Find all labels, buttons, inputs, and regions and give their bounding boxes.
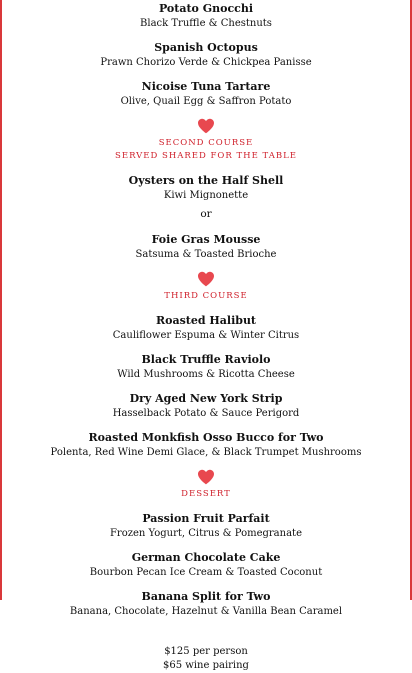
menu-item-name: Roasted Halibut: [155, 314, 257, 327]
or-separator: or: [200, 208, 212, 220]
menu-item-name: Foie Gras Mousse: [151, 233, 261, 246]
menu-item-description: Polenta, Red Wine Demi Glace, & Black Trumpet Mushrooms: [50, 447, 362, 458]
menu-item: [2, 391, 410, 421]
menu-item-description: Bourbon Pecan Ice Cream & Toasted Coconut: [89, 567, 323, 578]
menu-item-description: Kiwi Mignonette: [163, 190, 249, 201]
menu-item-description: Olive, Quail Egg & Saffron Potato: [120, 96, 292, 107]
menu-item-name: Potato Gnocchi: [158, 2, 254, 15]
heart-icon: [2, 118, 410, 134]
menu-item-name: Spanish Octopus: [154, 41, 258, 54]
section-header-second-course: [2, 137, 410, 163]
menu-item-name: Oysters on the Half Shell: [128, 174, 284, 187]
menu-item-name: Black Truffle Raviolo: [141, 353, 271, 366]
menu-item: [2, 352, 410, 382]
menu-item: [2, 589, 410, 619]
menu-item: [2, 40, 410, 70]
menu-item: [2, 232, 410, 262]
menu-item-description: Banana, Chocolate, Hazelnut & Vanilla Bean Caramel: [69, 606, 343, 617]
menu-item: [2, 550, 410, 580]
menu-item: [2, 430, 410, 460]
menu-item-description: Wild Mushrooms & Ricotta Cheese: [117, 369, 295, 380]
menu-item: [2, 173, 410, 203]
section-header-third-course: [2, 290, 410, 303]
section-title: THIRD COURSE: [164, 291, 248, 301]
heart-icon: [2, 271, 410, 287]
menu-item-name: Passion Fruit Parfait: [142, 512, 270, 525]
heart-icon: [2, 469, 410, 485]
price-text: $125 per person: [164, 646, 248, 657]
menu-item-description: Frozen Yogurt, Citrus & Pomegranate: [109, 528, 302, 539]
menu-item: [2, 511, 410, 541]
menu-item-description: Cauliflower Espuma & Winter Citrus: [112, 330, 300, 341]
menu-item: [2, 79, 410, 109]
wine-pairing-text: $65 wine pairing: [163, 660, 249, 671]
menu-item-name: Banana Split for Two: [141, 590, 271, 603]
menu-item: [2, 1, 410, 31]
menu-item-description: Hasselback Potato & Sauce Perigord: [112, 408, 300, 419]
menu-item-name: German Chocolate Cake: [131, 551, 281, 564]
menu-item-name: Dry Aged New York Strip: [129, 392, 283, 405]
menu-item-description: Prawn Chorizo Verde & Chickpea Panisse: [100, 57, 312, 68]
section-header-dessert: [2, 488, 410, 501]
menu-item-description: Satsuma & Toasted Brioche: [135, 249, 277, 260]
menu-item: [2, 313, 410, 343]
menu-item-name: Roasted Monkfish Osso Bucco for Two: [88, 431, 324, 444]
section-title: SECOND COURSE: [158, 138, 254, 148]
section-title: DESSERT: [181, 489, 231, 499]
section-subtitle: SERVED SHARED FOR THE TABLE: [115, 151, 297, 161]
menu-content: [2, 1, 410, 673]
menu-item-description: Black Truffle & Chestnuts: [140, 18, 272, 29]
menu-item-name: Nicoise Tuna Tartare: [141, 80, 271, 93]
